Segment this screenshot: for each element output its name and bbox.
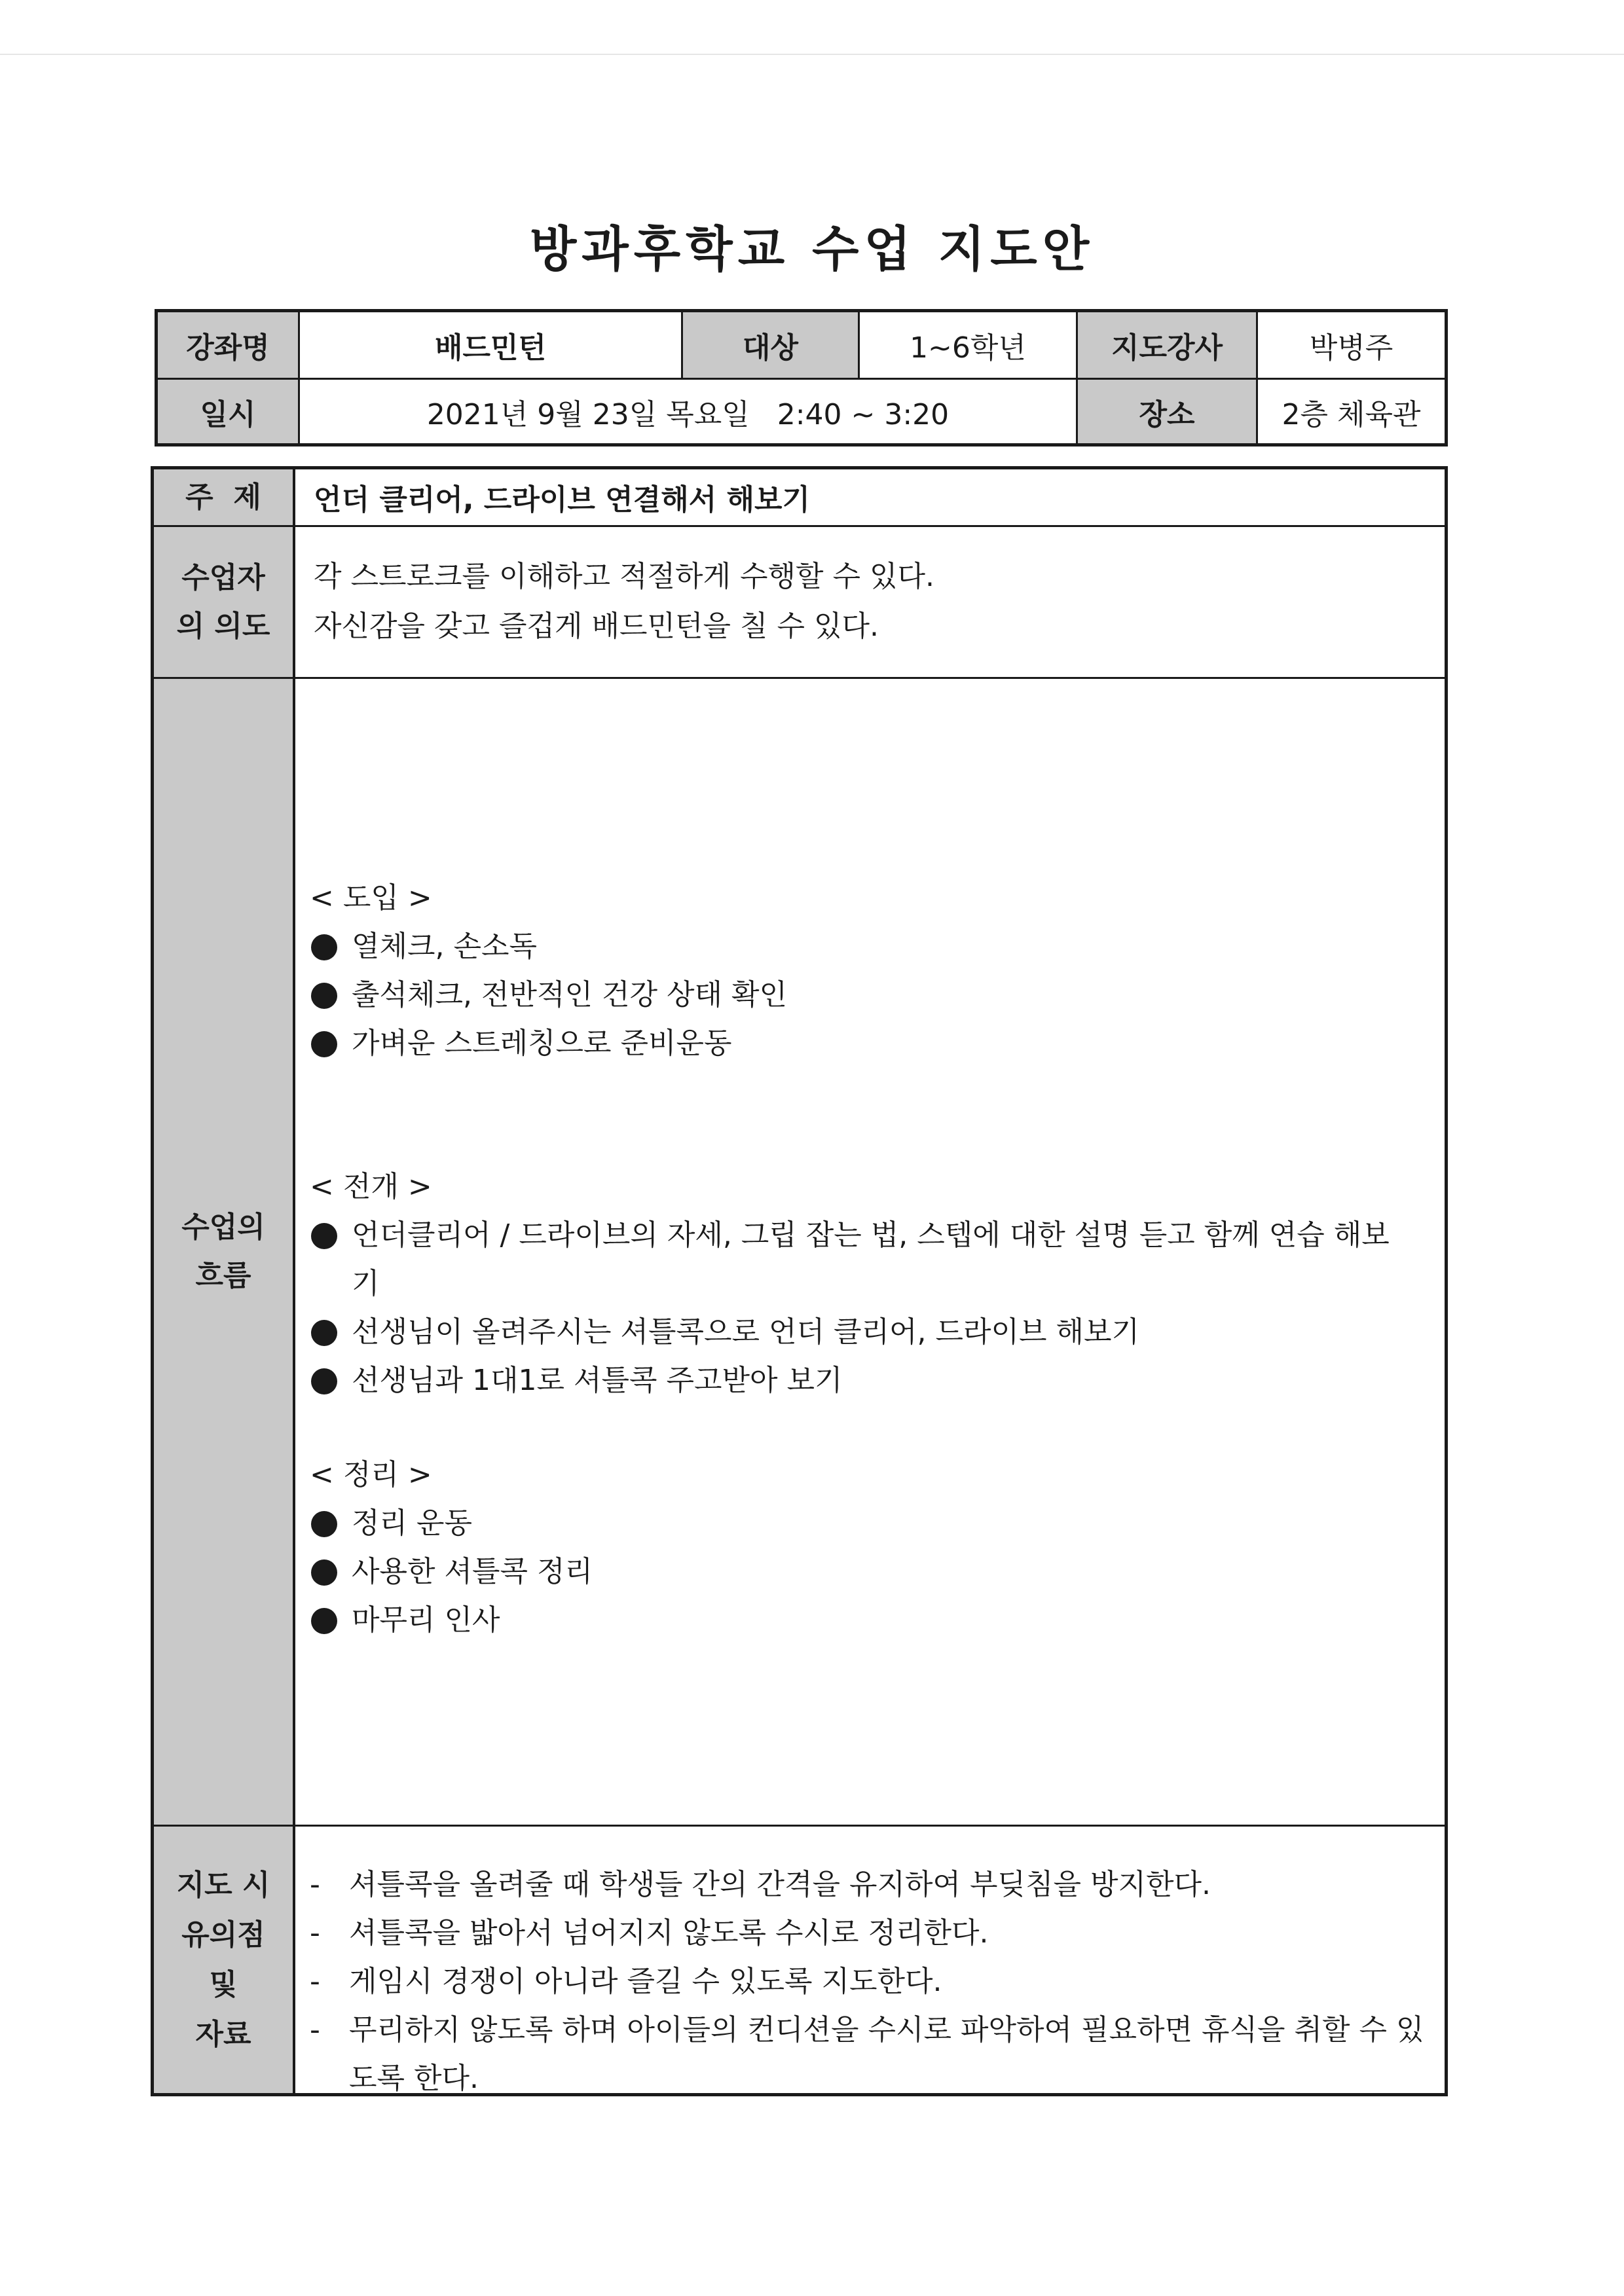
flow-bullet-text: 출석체크, 전반적인 건강 상태 확인 [352, 978, 787, 1011]
note-text: 셔틀콕을 올려줄 때 학생들 간의 간격을 유지하여 부딪침을 방지한다. [349, 1868, 1211, 1901]
target-value: 1~6학년 [860, 312, 1078, 380]
flow-bullet-text: 마무리 인사 [352, 1603, 500, 1637]
flow-bullet-text: 언더클리어 / 드라이브의 자세, 그립 잡는 법, 스텝에 대한 설명 듣고 함께 연습 해보기 [352, 1218, 1390, 1300]
flow-label-line1: 수업의 [181, 1211, 265, 1244]
notes-list [310, 1861, 1424, 2103]
datetime-value: 2021년 9월 23일 목요일 2:40 ~ 3:20 [300, 380, 1078, 443]
bullet-icon [311, 1608, 337, 1634]
flow-bullet-text: 가벼운 스트레칭으로 준비운동 [352, 1027, 732, 1060]
notes-label-line4: 자료 [195, 2017, 251, 2051]
flow-bullet-item [310, 922, 1405, 971]
subject-label: 주 제 [154, 469, 295, 527]
flow-bullet-text: 선생님과 1대1로 셔틀콕 주고받아 보기 [352, 1364, 843, 1397]
place-value: 2층 체육관 [1282, 397, 1421, 431]
flow-section-heading: < 도입 > [310, 881, 432, 915]
flow-bullet-text: 사용한 셔틀콕 정리 [352, 1555, 593, 1588]
note-item [310, 2006, 1436, 2103]
flow-bullet-text: 정리 운동 [352, 1506, 473, 1540]
page-top-rule [0, 54, 1624, 55]
bullet-icon [311, 1031, 337, 1057]
bullet-icon [311, 1559, 337, 1586]
flow-label-line2: 흐름 [195, 1259, 251, 1292]
bullet-icon [311, 1368, 337, 1394]
intent-cell [295, 527, 1445, 679]
course-label: 강좌명 [158, 312, 300, 380]
instructor-value: 박병주 [1258, 312, 1445, 380]
bullet-icon [311, 1223, 337, 1249]
intent-label-line1: 수업자 [181, 560, 265, 594]
notes-label-line2: 유의점 [181, 1918, 265, 1952]
dash-marker: - [310, 2013, 320, 2047]
notes-cell [295, 1827, 1445, 2093]
intent-label-line2: 의 의도 [176, 609, 270, 643]
flow-bullet-item [310, 1357, 1405, 1405]
note-item [310, 1909, 1405, 1958]
intent-lines [314, 552, 934, 651]
flow-bullet-text: 열체크, 손소독 [352, 930, 537, 963]
flow-content [310, 874, 1405, 1645]
flow-bullet-item [310, 1211, 1399, 1308]
flow-bullet-item [310, 1548, 1405, 1596]
notes-label-line1: 지도 시 [176, 1868, 270, 1902]
datetime-label: 일시 [158, 380, 300, 443]
flow-bullet-item [310, 1019, 1405, 1068]
dash-marker: - [310, 1868, 320, 1901]
bullet-icon [311, 1320, 337, 1346]
lesson-plan-table [151, 466, 1448, 2096]
intent-line: 각 스트로크를 이해하고 적절하게 수행할 수 있다. [314, 560, 934, 593]
note-text: 무리하지 않도록 하며 아이들의 컨디션을 수시로 파악하여 필요하면 휴식을 취할 수 있도록 한다. [349, 2013, 1424, 2095]
document-title: 방과후학교 수업 지도안 [529, 221, 1095, 278]
notes-label-line3: 및 [209, 1967, 238, 2001]
note-text: 게임시 경쟁이 아니라 즐길 수 있도록 지도한다. [349, 1965, 942, 1998]
note-item [310, 1861, 1405, 1909]
intent-line: 자신감을 갖고 즐겁게 배드민턴을 칠 수 있다. [314, 610, 879, 643]
bullet-icon [311, 1511, 337, 1537]
instructor-label: 지도강사 [1078, 312, 1258, 380]
flow-bullet-item [310, 1499, 1405, 1548]
notes-label [154, 1827, 295, 2093]
flow-section-heading: < 정리 > [310, 1458, 432, 1491]
note-item [310, 1958, 1405, 2006]
target-label: 대상 [683, 312, 860, 380]
course-value: 배드민턴 [300, 312, 683, 380]
bullet-icon [311, 934, 337, 960]
flow-section-heading: < 전개 > [310, 1170, 432, 1203]
dash-marker: - [310, 1916, 320, 1950]
lesson-info-table [155, 309, 1448, 446]
flow-cell [295, 679, 1445, 1827]
dash-marker: - [310, 1965, 320, 1998]
flow-bullet-text: 선생님이 올려주시는 셔틀콕으로 언더 클리어, 드라이브 해보기 [352, 1315, 1140, 1349]
bullet-icon [311, 983, 337, 1009]
subject-cell [295, 469, 1445, 527]
flow-bullet-item [310, 1308, 1405, 1357]
subject-value: 언더 클리어, 드라이브 연결해서 해보기 [314, 483, 811, 517]
flow-label [154, 679, 295, 1827]
intent-label [154, 527, 295, 679]
note-text: 셔틀콕을 밟아서 넘어지지 않도록 수시로 정리한다. [349, 1916, 989, 1950]
flow-bullet-item [310, 1596, 1405, 1645]
place-label: 장소 [1078, 380, 1258, 443]
flow-bullet-item [310, 971, 1405, 1019]
